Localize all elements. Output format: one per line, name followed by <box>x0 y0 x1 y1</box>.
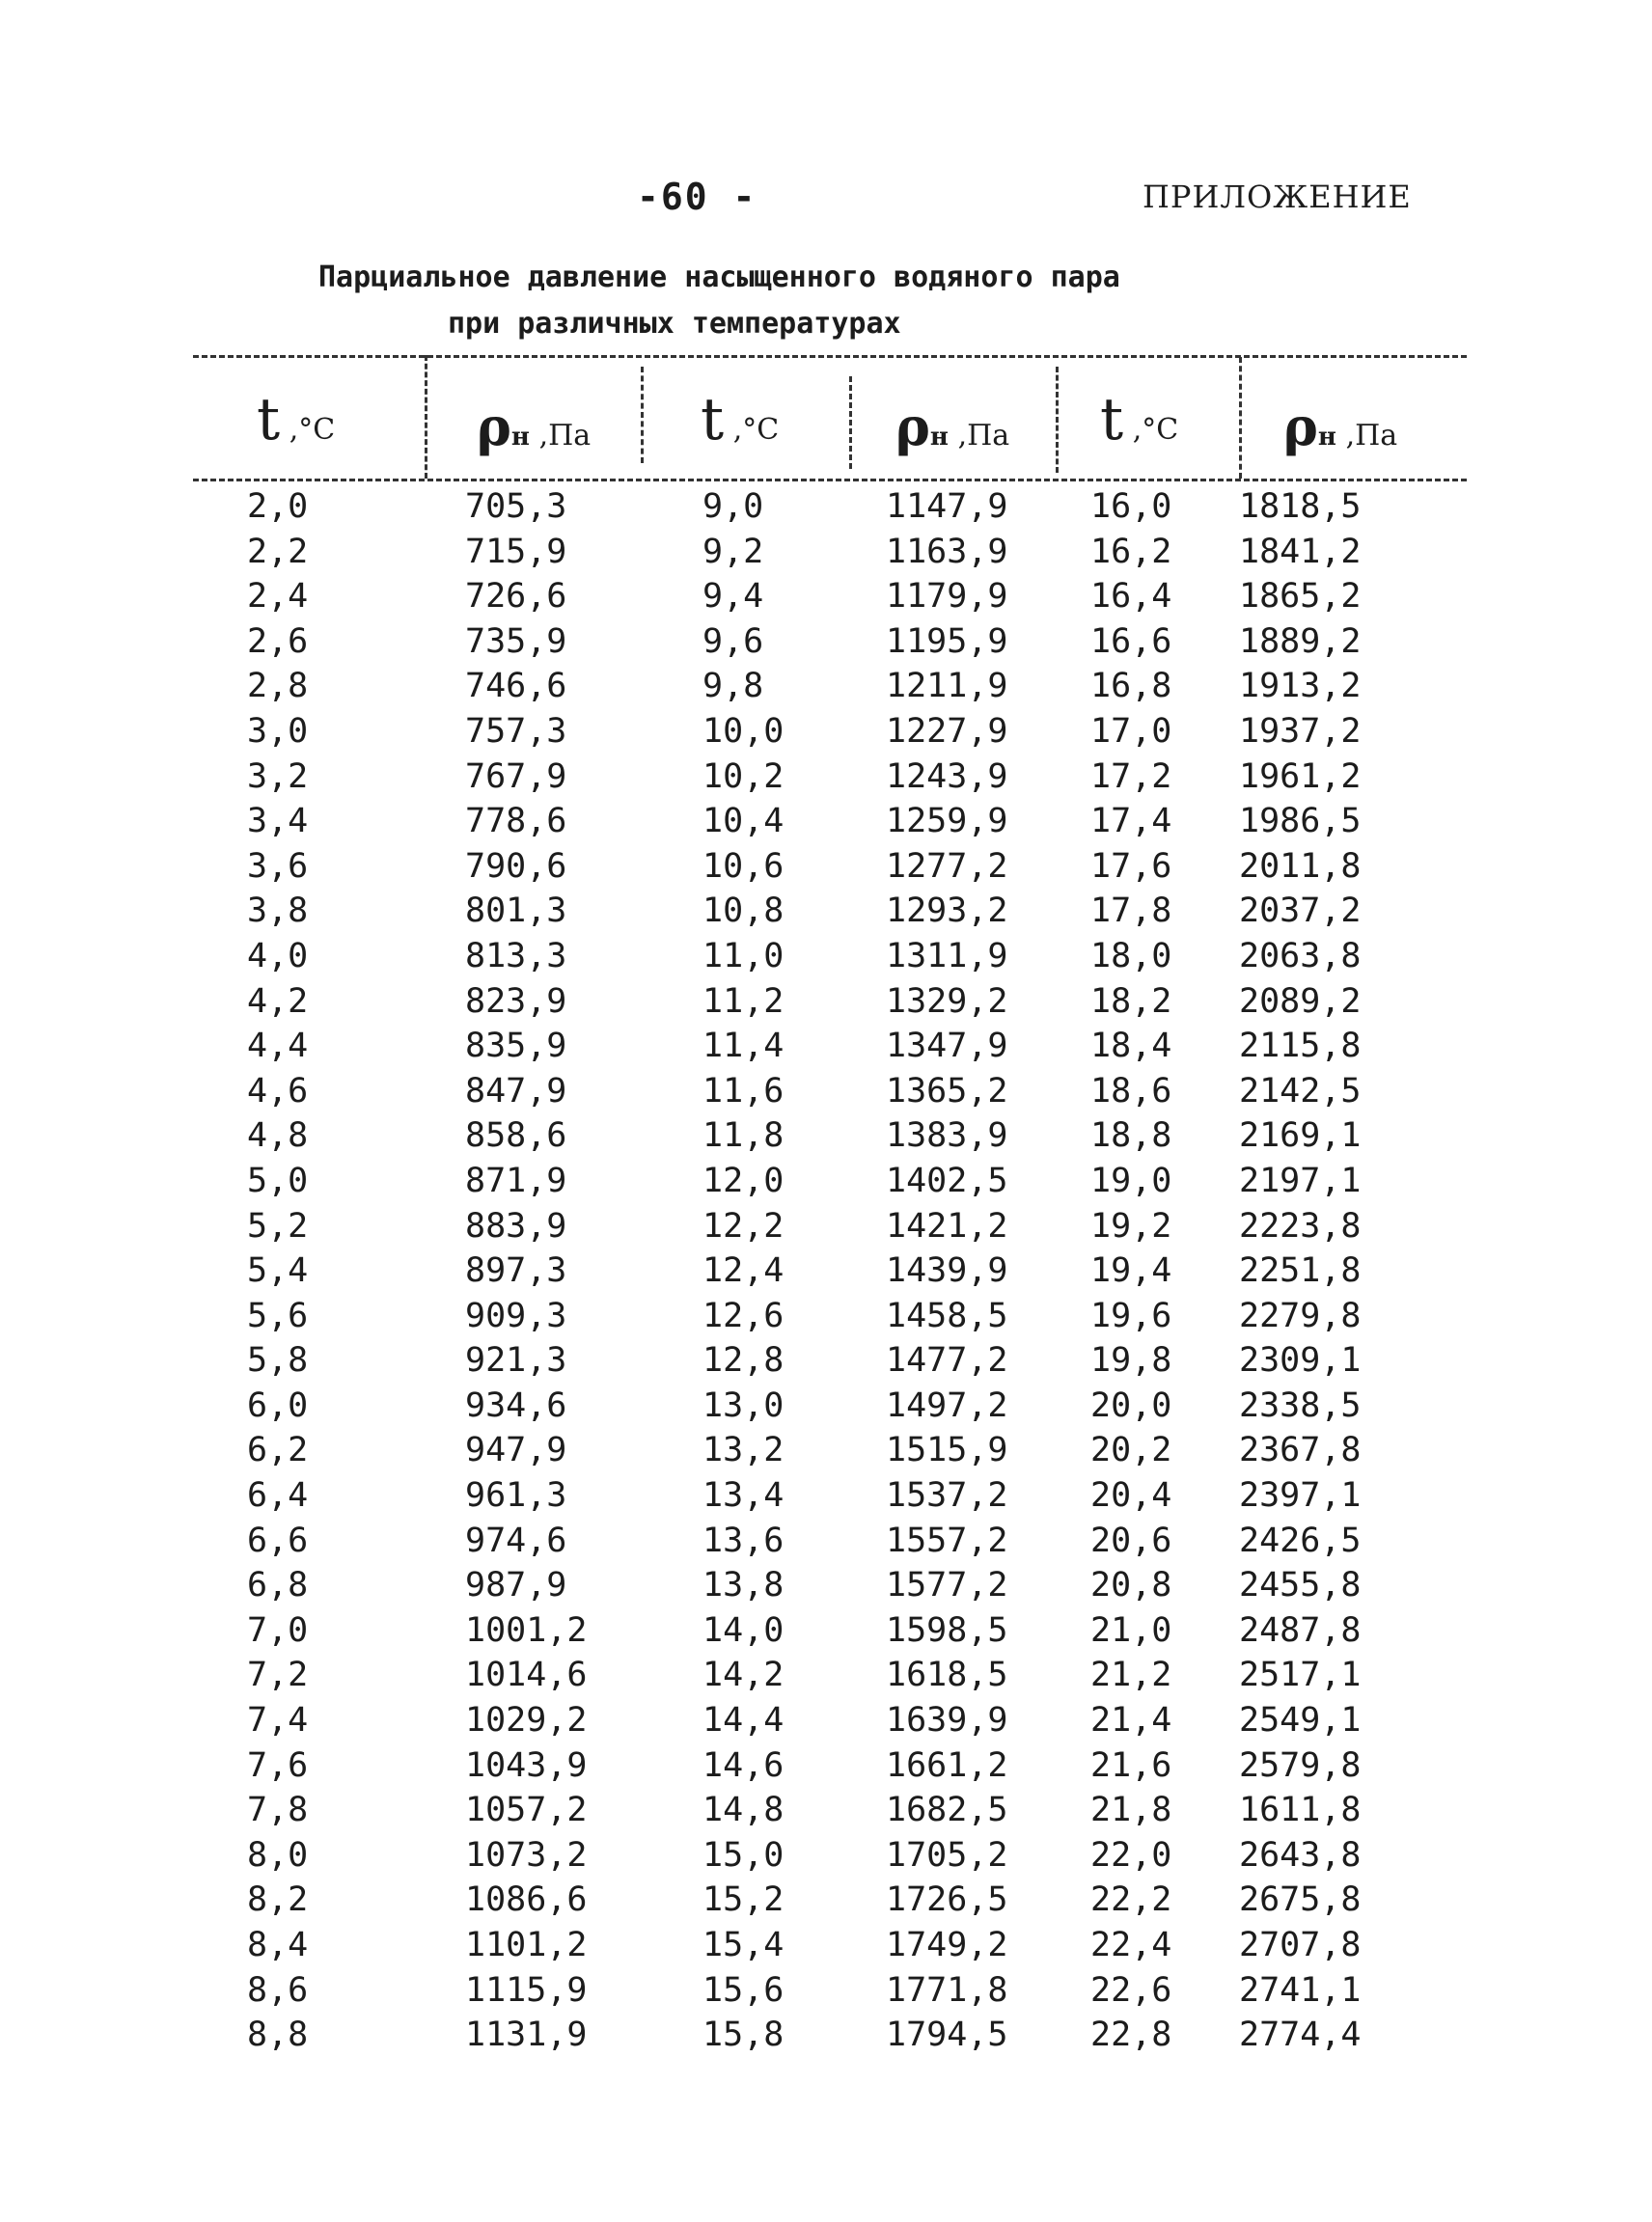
temperature-cell: 5,6 <box>247 1296 309 1335</box>
table-row <box>0 844 1652 890</box>
pressure-cell: 1029,2 <box>465 1701 588 1741</box>
pressure-subscript: н <box>1317 423 1336 452</box>
pressure-cell: 2089,2 <box>1239 981 1362 1021</box>
temperature-cell: 2,6 <box>247 621 309 661</box>
temperature-cell: 3,4 <box>247 802 309 841</box>
pressure-cell: 1661,2 <box>886 1745 1008 1785</box>
temperature-cell: 16,8 <box>1090 667 1172 706</box>
pressure-cell: 2426,5 <box>1239 1521 1362 1560</box>
temperature-symbol: t <box>257 386 281 453</box>
temperature-cell: 18,0 <box>1090 936 1172 975</box>
table-row <box>0 1878 1652 1923</box>
temperature-cell: 18,2 <box>1090 981 1172 1021</box>
pressure-cell: 1458,5 <box>886 1296 1008 1335</box>
appendix-label: ПРИЛОЖЕНИЕ <box>1143 178 1412 215</box>
pressure-cell: 1639,9 <box>886 1701 1008 1741</box>
pressure-cell: 715,9 <box>465 532 567 571</box>
temperature-cell: 20,4 <box>1090 1476 1172 1516</box>
pressure-cell: 705,3 <box>465 487 567 526</box>
pressure-cell: 2063,8 <box>1239 936 1362 975</box>
temperature-cell: 2,4 <box>247 577 309 617</box>
pressure-cell: 1115,9 <box>465 1970 588 2010</box>
temperature-cell: 8,4 <box>247 1926 309 1964</box>
temperature-cell: 12,2 <box>702 1206 785 1246</box>
temperature-cell: 21,0 <box>1090 1610 1172 1650</box>
table-title-line-2: при различных температурах <box>448 307 901 341</box>
header-temperature-3 <box>1100 386 1178 453</box>
pressure-cell: 1347,9 <box>886 1027 1008 1066</box>
temperature-cell: 7,4 <box>247 1701 309 1741</box>
temperature-cell: 21,4 <box>1090 1701 1172 1741</box>
pressure-cell: 2774,4 <box>1239 2016 1362 2055</box>
table-row <box>0 2013 1652 2058</box>
pressure-cell: 1365,2 <box>886 1071 1008 1111</box>
temperature-cell: 6,2 <box>247 1431 309 1470</box>
temperature-cell: 22,4 <box>1090 1926 1172 1964</box>
temperature-cell: 4,8 <box>247 1116 309 1156</box>
pressure-cell: 1618,5 <box>886 1656 1008 1695</box>
temperature-cell: 8,2 <box>247 1880 309 1920</box>
header-top-dashed-line <box>193 355 1467 358</box>
pressure-cell: 790,6 <box>465 846 567 886</box>
temperature-cell: 22,8 <box>1090 2016 1172 2055</box>
pressure-cell: 1794,5 <box>886 2016 1008 2055</box>
temperature-cell: 13,8 <box>702 1566 785 1605</box>
temperature-cell: 17,6 <box>1090 846 1172 886</box>
pressure-cell: 2549,1 <box>1239 1701 1362 1741</box>
temperature-cell: 20,6 <box>1090 1521 1172 1560</box>
table-row <box>0 1788 1652 1833</box>
temperature-cell: 16,2 <box>1090 532 1172 571</box>
pressure-cell: 1311,9 <box>886 936 1008 975</box>
temperature-cell: 9,4 <box>702 577 764 617</box>
temperature-cell: 18,4 <box>1090 1027 1172 1066</box>
table-row <box>0 664 1652 709</box>
pressure-cell: 921,3 <box>465 1341 567 1381</box>
pressure-cell: 2011,8 <box>1239 846 1362 886</box>
temperature-cell: 12,6 <box>702 1296 785 1335</box>
table-row <box>0 1113 1652 1159</box>
pressure-cell: 961,3 <box>465 1476 567 1516</box>
temperature-cell: 2,2 <box>247 532 309 571</box>
temperature-unit: ,°C <box>732 413 780 447</box>
page-number: -60 - <box>637 176 757 218</box>
temperature-unit: ,°C <box>1132 413 1179 447</box>
temperature-cell: 11,2 <box>702 981 785 1021</box>
pressure-cell: 1477,2 <box>886 1341 1008 1381</box>
pressure-cell: 1073,2 <box>465 1835 588 1875</box>
pressure-symbol: ρ <box>895 396 930 457</box>
pressure-unit: ,Па <box>957 419 1010 453</box>
temperature-cell: 13,6 <box>702 1521 785 1560</box>
temperature-cell: 8,6 <box>247 1970 309 2010</box>
temperature-cell: 21,2 <box>1090 1656 1172 1695</box>
table-row <box>0 709 1652 754</box>
temperature-cell: 6,6 <box>247 1521 309 1560</box>
temperature-cell: 19,0 <box>1090 1161 1172 1200</box>
pressure-cell: 934,6 <box>465 1385 567 1425</box>
temperature-cell: 20,2 <box>1090 1431 1172 1470</box>
pressure-cell: 1101,2 <box>465 1926 588 1964</box>
temperature-cell: 6,8 <box>247 1566 309 1605</box>
pressure-cell: 2487,8 <box>1239 1610 1362 1650</box>
pressure-cell: 2675,8 <box>1239 1880 1362 1920</box>
temperature-cell: 9,0 <box>702 487 764 526</box>
column-separator <box>1056 367 1059 473</box>
pressure-cell: 1014,6 <box>465 1656 588 1695</box>
temperature-cell: 13,4 <box>702 1476 785 1516</box>
pressure-cell: 1682,5 <box>886 1791 1008 1830</box>
temperature-cell: 7,2 <box>247 1656 309 1695</box>
pressure-cell: 2115,8 <box>1239 1027 1362 1066</box>
pressure-cell: 1086,6 <box>465 1880 588 1920</box>
temperature-cell: 9,2 <box>702 532 764 571</box>
table-row <box>0 979 1652 1025</box>
table-row <box>0 574 1652 619</box>
pressure-cell: 871,9 <box>465 1161 567 1200</box>
temperature-cell: 20,0 <box>1090 1385 1172 1425</box>
pressure-cell: 813,3 <box>465 936 567 975</box>
pressure-cell: 1865,2 <box>1239 577 1362 617</box>
pressure-cell: 1057,2 <box>465 1791 588 1830</box>
pressure-cell: 2279,8 <box>1239 1296 1362 1335</box>
pressure-cell: 2455,8 <box>1239 1566 1362 1605</box>
pressure-cell: 2309,1 <box>1239 1341 1362 1381</box>
table-row <box>0 1294 1652 1339</box>
temperature-cell: 15,2 <box>702 1880 785 1920</box>
pressure-cell: 1749,2 <box>886 1926 1008 1964</box>
temperature-cell: 13,0 <box>702 1385 785 1425</box>
temperature-cell: 15,0 <box>702 1835 785 1875</box>
pressure-cell: 2643,8 <box>1239 1835 1362 1875</box>
temperature-cell: 12,0 <box>702 1161 785 1200</box>
table-row <box>0 1338 1652 1384</box>
temperature-cell: 16,6 <box>1090 621 1172 661</box>
pressure-cell: 1277,2 <box>886 846 1008 886</box>
temperature-cell: 8,0 <box>247 1835 309 1875</box>
temperature-cell: 19,4 <box>1090 1251 1172 1291</box>
pressure-cell: 1726,5 <box>886 1880 1008 1920</box>
table-title-line-1: Парциальное давление насыщенного водяного пара <box>318 261 1120 294</box>
header-temperature-1 <box>257 386 335 453</box>
pressure-cell: 947,9 <box>465 1431 567 1470</box>
table-row <box>0 1563 1652 1608</box>
table-row <box>0 1743 1652 1789</box>
temperature-cell: 17,8 <box>1090 892 1172 931</box>
pressure-cell: 1577,2 <box>886 1566 1008 1605</box>
pressure-cell: 1818,5 <box>1239 487 1362 526</box>
temperature-cell: 3,6 <box>247 846 309 886</box>
pressure-cell: 1211,9 <box>886 667 1008 706</box>
pressure-cell: 987,9 <box>465 1566 567 1605</box>
temperature-cell: 17,0 <box>1090 711 1172 751</box>
temperature-cell: 9,8 <box>702 667 764 706</box>
pressure-cell: 2707,8 <box>1239 1926 1362 1964</box>
pressure-cell: 1402,5 <box>886 1161 1008 1200</box>
table-row <box>0 1428 1652 1473</box>
column-separator <box>425 355 427 479</box>
pressure-cell: 1147,9 <box>886 487 1008 526</box>
pressure-cell: 1611,8 <box>1239 1791 1362 1830</box>
temperature-cell: 10,4 <box>702 802 785 841</box>
pressure-cell: 1771,8 <box>886 1970 1008 2010</box>
temperature-cell: 15,4 <box>702 1926 785 1964</box>
temperature-cell: 22,0 <box>1090 1835 1172 1875</box>
pressure-cell: 2517,1 <box>1239 1656 1362 1695</box>
pressure-cell: 1043,9 <box>465 1745 588 1785</box>
pressure-unit: ,Па <box>1345 419 1398 453</box>
temperature-cell: 9,6 <box>702 621 764 661</box>
pressure-cell: 1163,9 <box>886 532 1008 571</box>
temperature-cell: 21,6 <box>1090 1745 1172 1785</box>
temperature-cell: 7,8 <box>247 1791 309 1830</box>
column-separator <box>1239 357 1242 479</box>
pressure-subscript: н <box>510 423 530 452</box>
temperature-cell: 14,6 <box>702 1745 785 1785</box>
pressure-cell: 1598,5 <box>886 1610 1008 1650</box>
pressure-cell: 746,6 <box>465 667 567 706</box>
pressure-cell: 2223,8 <box>1239 1206 1362 1246</box>
table-row <box>0 1968 1652 2014</box>
pressure-cell: 1557,2 <box>886 1521 1008 1560</box>
temperature-cell: 22,2 <box>1090 1880 1172 1920</box>
table-row <box>0 1833 1652 1879</box>
pressure-cell: 1243,9 <box>886 756 1008 796</box>
temperature-cell: 14,4 <box>702 1701 785 1741</box>
table-row <box>0 1384 1652 1429</box>
temperature-cell: 15,8 <box>702 2016 785 2055</box>
temperature-cell: 5,2 <box>247 1206 309 1246</box>
pressure-cell: 1841,2 <box>1239 532 1362 571</box>
temperature-cell: 2,8 <box>247 667 309 706</box>
temperature-cell: 4,6 <box>247 1071 309 1111</box>
pressure-cell: 1889,2 <box>1239 621 1362 661</box>
table-row <box>0 1923 1652 1968</box>
pressure-table-body <box>0 484 1652 2058</box>
table-row <box>0 619 1652 665</box>
table-row <box>0 1248 1652 1294</box>
table-row <box>0 934 1652 979</box>
pressure-cell: 767,9 <box>465 756 567 796</box>
pressure-symbol: ρ <box>477 396 511 457</box>
temperature-cell: 15,6 <box>702 1970 785 2010</box>
pressure-cell: 757,3 <box>465 711 567 751</box>
pressure-cell: 1421,2 <box>886 1206 1008 1246</box>
temperature-cell: 13,2 <box>702 1431 785 1470</box>
header-temperature-2 <box>701 386 779 453</box>
pressure-cell: 2579,8 <box>1239 1745 1362 1785</box>
table-row <box>0 1698 1652 1743</box>
table-row <box>0 1159 1652 1204</box>
table-row <box>0 1204 1652 1249</box>
temperature-unit: ,°C <box>289 413 336 447</box>
temperature-cell: 17,2 <box>1090 756 1172 796</box>
pressure-cell: 735,9 <box>465 621 567 661</box>
pressure-cell: 1497,2 <box>886 1385 1008 1425</box>
pressure-cell: 909,3 <box>465 1296 567 1335</box>
pressure-cell: 2142,5 <box>1239 1071 1362 1111</box>
temperature-cell: 6,0 <box>247 1385 309 1425</box>
temperature-cell: 5,8 <box>247 1341 309 1381</box>
pressure-cell: 1179,9 <box>886 577 1008 617</box>
pressure-cell: 2197,1 <box>1239 1161 1362 1200</box>
pressure-cell: 883,9 <box>465 1206 567 1246</box>
pressure-cell: 2251,8 <box>1239 1251 1362 1291</box>
pressure-cell: 1293,2 <box>886 892 1008 931</box>
pressure-cell: 1001,2 <box>465 1610 588 1650</box>
temperature-cell: 3,2 <box>247 756 309 796</box>
table-row <box>0 1473 1652 1519</box>
temperature-cell: 8,8 <box>247 2016 309 2055</box>
pressure-cell: 897,3 <box>465 1251 567 1291</box>
temperature-cell: 19,8 <box>1090 1341 1172 1381</box>
temperature-cell: 16,0 <box>1090 487 1172 526</box>
temperature-cell: 11,0 <box>702 936 785 975</box>
temperature-cell: 11,6 <box>702 1071 785 1111</box>
temperature-cell: 4,4 <box>247 1027 309 1066</box>
temperature-cell: 10,6 <box>702 846 785 886</box>
pressure-cell: 1705,2 <box>886 1835 1008 1875</box>
temperature-cell: 3,8 <box>247 892 309 931</box>
pressure-cell: 2367,8 <box>1239 1431 1362 1470</box>
pressure-cell: 847,9 <box>465 1071 567 1111</box>
pressure-cell: 1195,9 <box>886 621 1008 661</box>
pressure-cell: 2741,1 <box>1239 1970 1362 2010</box>
temperature-cell: 19,6 <box>1090 1296 1172 1335</box>
column-separator <box>849 376 852 469</box>
table-row <box>0 799 1652 844</box>
pressure-subscript: н <box>929 423 949 452</box>
pressure-cell: 726,6 <box>465 577 567 617</box>
temperature-cell: 14,0 <box>702 1610 785 1650</box>
temperature-cell: 3,0 <box>247 711 309 751</box>
pressure-symbol: ρ <box>1283 396 1318 457</box>
pressure-cell: 1961,2 <box>1239 756 1362 796</box>
header-pressure-2 <box>895 396 1009 457</box>
temperature-cell: 7,6 <box>247 1745 309 1785</box>
pressure-cell: 1259,9 <box>886 802 1008 841</box>
pressure-cell: 1329,2 <box>886 981 1008 1021</box>
temperature-cell: 18,6 <box>1090 1071 1172 1111</box>
pressure-cell: 1383,9 <box>886 1116 1008 1156</box>
pressure-cell: 974,6 <box>465 1521 567 1560</box>
pressure-cell: 2397,1 <box>1239 1476 1362 1516</box>
pressure-cell: 1131,9 <box>465 2016 588 2055</box>
temperature-cell: 5,4 <box>247 1251 309 1291</box>
table-row <box>0 1653 1652 1698</box>
temperature-cell: 12,8 <box>702 1341 785 1381</box>
pressure-cell: 1515,9 <box>886 1431 1008 1470</box>
temperature-cell: 5,0 <box>247 1161 309 1200</box>
temperature-cell: 10,0 <box>702 711 785 751</box>
table-row <box>0 530 1652 575</box>
temperature-cell: 14,2 <box>702 1656 785 1695</box>
table-row <box>0 889 1652 934</box>
temperature-cell: 20,8 <box>1090 1566 1172 1605</box>
temperature-cell: 11,4 <box>702 1027 785 1066</box>
temperature-cell: 17,4 <box>1090 802 1172 841</box>
temperature-cell: 2,0 <box>247 487 309 526</box>
pressure-cell: 801,3 <box>465 892 567 931</box>
pressure-cell: 835,9 <box>465 1027 567 1066</box>
temperature-cell: 4,2 <box>247 981 309 1021</box>
header-pressure-3 <box>1283 396 1397 457</box>
temperature-cell: 10,8 <box>702 892 785 931</box>
temperature-cell: 14,8 <box>702 1791 785 1830</box>
pressure-cell: 1439,9 <box>886 1251 1008 1291</box>
temperature-cell: 22,6 <box>1090 1970 1172 2010</box>
table-row <box>0 1519 1652 1564</box>
column-separator <box>641 367 644 463</box>
temperature-cell: 10,2 <box>702 756 785 796</box>
header-bottom-dashed-line <box>193 479 1467 481</box>
table-row <box>0 484 1652 530</box>
pressure-cell: 2338,5 <box>1239 1385 1362 1425</box>
temperature-cell: 6,4 <box>247 1476 309 1516</box>
pressure-cell: 823,9 <box>465 981 567 1021</box>
temperature-cell: 11,8 <box>702 1116 785 1156</box>
pressure-cell: 858,6 <box>465 1116 567 1156</box>
pressure-cell: 1937,2 <box>1239 711 1362 751</box>
temperature-cell: 4,0 <box>247 936 309 975</box>
temperature-symbol: t <box>701 386 725 453</box>
pressure-unit: ,Па <box>538 419 592 453</box>
table-row <box>0 1608 1652 1654</box>
temperature-cell: 19,2 <box>1090 1206 1172 1246</box>
pressure-cell: 1537,2 <box>886 1476 1008 1516</box>
pressure-cell: 1227,9 <box>886 711 1008 751</box>
temperature-cell: 16,4 <box>1090 577 1172 617</box>
temperature-cell: 7,0 <box>247 1610 309 1650</box>
pressure-cell: 2037,2 <box>1239 892 1362 931</box>
table-row <box>0 1024 1652 1069</box>
temperature-cell: 12,4 <box>702 1251 785 1291</box>
table-row <box>0 754 1652 800</box>
pressure-cell: 1913,2 <box>1239 667 1362 706</box>
temperature-cell: 21,8 <box>1090 1791 1172 1830</box>
pressure-cell: 778,6 <box>465 802 567 841</box>
header-pressure-1 <box>477 396 591 457</box>
temperature-cell: 18,8 <box>1090 1116 1172 1156</box>
pressure-cell: 1986,5 <box>1239 802 1362 841</box>
temperature-symbol: t <box>1100 386 1124 453</box>
table-row <box>0 1069 1652 1114</box>
pressure-cell: 2169,1 <box>1239 1116 1362 1156</box>
